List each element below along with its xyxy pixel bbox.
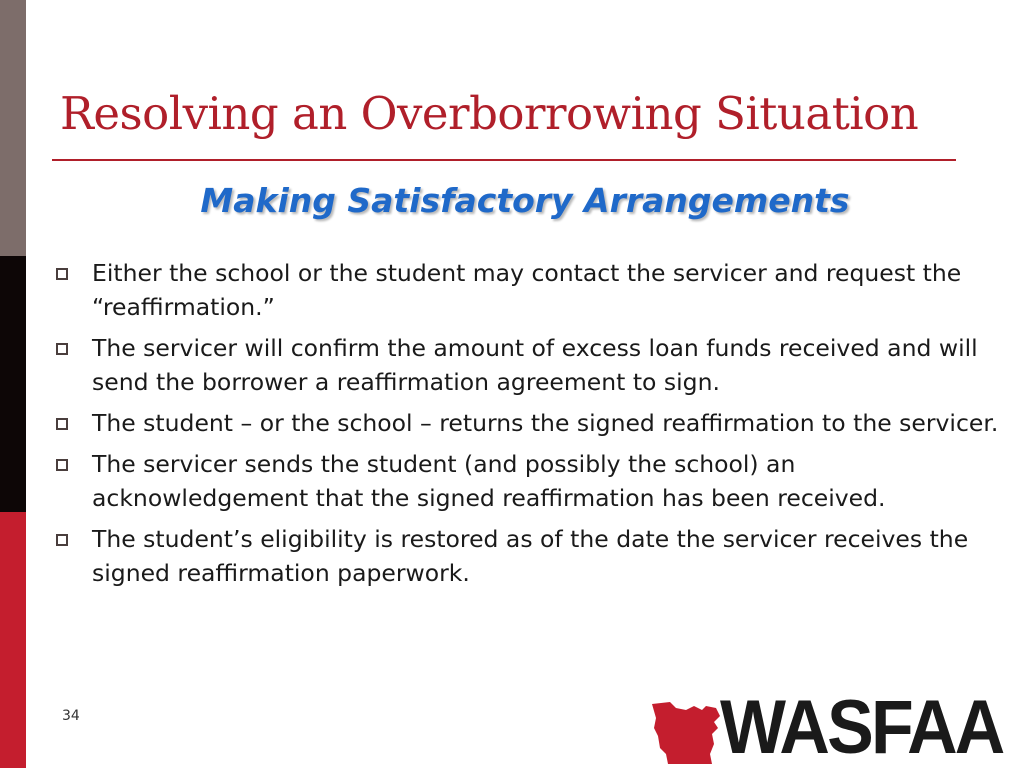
bullet-text: The servicer will confirm the amount of excess loan funds received and will send the borrower a reaffirmation agreement to sign.: [92, 334, 978, 396]
bullet-item: [55, 331, 1005, 399]
bullet-list: [55, 256, 1005, 597]
bullet-text: The servicer sends the student (and possibly the school) an acknowledgement that the signed reaffirmation has been received.: [92, 450, 886, 512]
bullet-item: [55, 406, 1005, 440]
title-divider: [52, 159, 956, 161]
wasfaa-logo: [650, 685, 1020, 768]
square-bullet-icon: [56, 343, 68, 355]
bullet-item: [55, 522, 1005, 590]
bullet-text: The student – or the school – returns the signed reaffirmation to the servicer.: [92, 409, 999, 437]
bullet-text: Either the school or the student may contact the servicer and request the “reaffirmation.”: [92, 259, 962, 321]
side-bar-middle: [0, 256, 26, 512]
page-number: 34: [62, 708, 80, 724]
side-bar-bottom: [0, 512, 26, 768]
wisconsin-state-icon: [650, 700, 726, 766]
slide-subtitle: Making Satisfactory Arrangements: [200, 181, 850, 220]
bullet-item: [55, 256, 1005, 324]
logo-text: WASFAA: [720, 685, 1003, 768]
square-bullet-icon: [56, 459, 68, 471]
bullet-text: The student’s eligibility is restored as of the date the servicer receives the signed reaffirmation paperwork.: [92, 525, 969, 587]
square-bullet-icon: [56, 418, 68, 430]
square-bullet-icon: [56, 534, 68, 546]
square-bullet-icon: [56, 268, 68, 280]
bullet-item: [55, 447, 1005, 515]
slide-title: Resolving an Overborrowing Situation: [60, 87, 919, 140]
